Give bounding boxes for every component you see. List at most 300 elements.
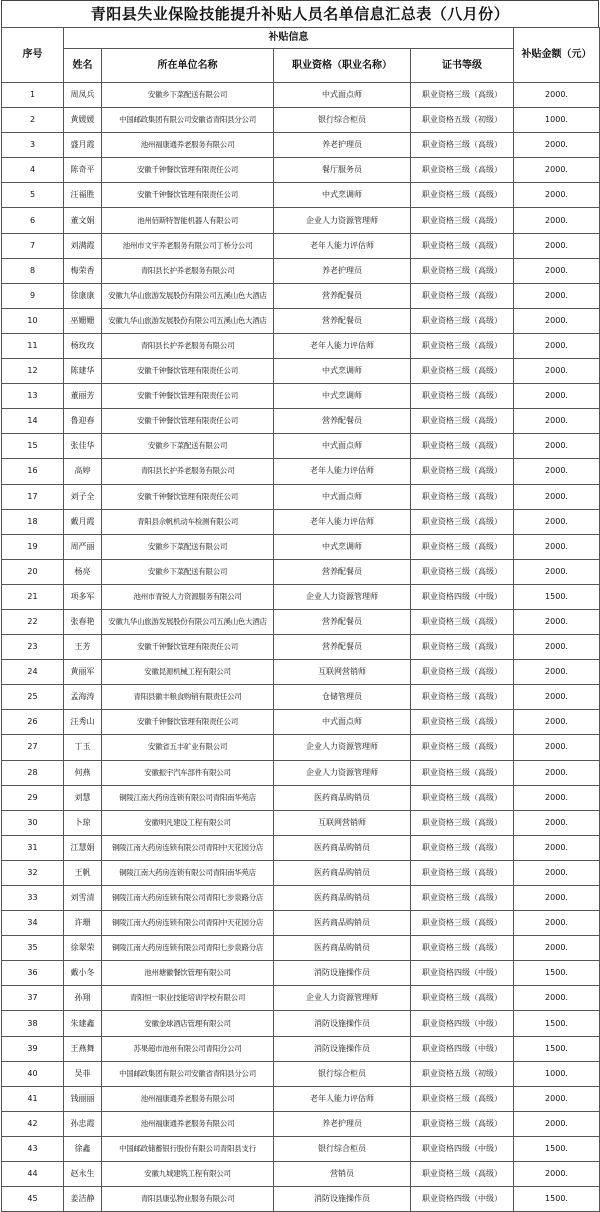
table-row (2, 409, 600, 434)
cell-amount: 2000. (514, 183, 600, 208)
cell-unit: 安徽金球酒店管理有限公司 (102, 1011, 274, 1036)
cell-qualification: 中式烹调师 (274, 534, 411, 559)
cell-cert-level: 职业资格三级（高级） (411, 133, 514, 158)
cell-amount: 2000. (514, 83, 600, 108)
cell-seq: 5 (2, 183, 64, 208)
table-row (2, 609, 600, 634)
cell-qualification: 营养配餐员 (274, 283, 411, 308)
cell-cert-level: 职业资格三级（高级） (411, 835, 514, 860)
table-row (2, 108, 600, 133)
cell-amount: 2000. (514, 484, 600, 509)
table-row (2, 584, 600, 609)
cell-unit: 青阳县长护养老服务有限公司 (102, 258, 274, 283)
cell-unit: 池州福康通养老服务有限公司 (102, 1111, 274, 1136)
table-row (2, 810, 600, 835)
cell-cert-level: 职业资格三级（高级） (411, 911, 514, 936)
cell-name: 王芳 (64, 635, 102, 660)
cell-name: 刘满霞 (64, 233, 102, 258)
table-row (2, 308, 600, 333)
cell-cert-level: 职业资格三级（高级） (411, 158, 514, 183)
cell-cert-level: 职业资格三级（高级） (411, 810, 514, 835)
cell-seq: 27 (2, 735, 64, 760)
table-row (2, 459, 600, 484)
table-row (2, 509, 600, 534)
table-row (2, 283, 600, 308)
cell-qualification: 仓储管理员 (274, 685, 411, 710)
cell-amount: 2000. (514, 685, 600, 710)
cell-seq: 37 (2, 986, 64, 1011)
cell-cert-level: 职业资格三级（高级） (411, 283, 514, 308)
cell-cert-level: 职业资格三级（高级） (411, 384, 514, 409)
cell-cert-level: 职业资格三级（高级） (411, 886, 514, 911)
cell-qualification: 银行综合柜员 (274, 1061, 411, 1086)
cell-seq: 45 (2, 1187, 64, 1212)
cell-seq: 44 (2, 1162, 64, 1187)
cell-unit: 池州佰斯特智能机器人有限公司 (102, 208, 274, 233)
cell-seq: 42 (2, 1111, 64, 1136)
cell-unit: 安徽千钟餐饮管理有限责任公司 (102, 158, 274, 183)
cell-qualification: 养老护理员 (274, 258, 411, 283)
cell-cert-level: 职业资格三级（高级） (411, 986, 514, 1011)
table-row (2, 434, 600, 459)
cell-qualification: 中式烹调师 (274, 359, 411, 384)
cell-qualification: 医药商品购销员 (274, 936, 411, 961)
cell-qualification: 老年人能力评估师 (274, 233, 411, 258)
cell-name: 何燕 (64, 760, 102, 785)
cell-amount: 2000. (514, 509, 600, 534)
cell-amount: 1500. (514, 961, 600, 986)
cell-cert-level: 职业资格三级（高级） (411, 534, 514, 559)
cell-cert-level: 职业资格三级（高级） (411, 208, 514, 233)
cell-qualification: 营养配餐员 (274, 635, 411, 660)
cell-cert-level: 职业资格三级（高级） (411, 1086, 514, 1111)
cell-cert-level: 职业资格三级（高级） (411, 333, 514, 358)
cell-unit: 青阳县佘帆机动车检测有限公司 (102, 509, 274, 534)
cell-qualification: 企业人力资源管理师 (274, 735, 411, 760)
cell-amount: 2000. (514, 936, 600, 961)
cell-unit: 铜陵江南大药房连锁有限公司青阳七步泉路分店 (102, 936, 274, 961)
cell-name: 徐鑫 (64, 1136, 102, 1161)
cell-unit: 安徽千钟餐饮管理有限责任公司 (102, 484, 274, 509)
cell-unit: 安徽九华山旅游发展股份有限公司五溪山色大酒店 (102, 609, 274, 634)
cell-amount: 2000. (514, 409, 600, 434)
cell-seq: 16 (2, 459, 64, 484)
cell-cert-level: 职业资格三级（高级） (411, 434, 514, 459)
cell-seq: 29 (2, 785, 64, 810)
cell-qualification: 中式烹调师 (274, 384, 411, 409)
cell-amount: 2000. (514, 635, 600, 660)
cell-amount: 2000. (514, 283, 600, 308)
cell-cert-level: 职业资格三级（高级） (411, 308, 514, 333)
subsidy-sheet (1, 0, 599, 1212)
cell-name: 董文娟 (64, 208, 102, 233)
cell-qualification: 医药商品购销员 (274, 911, 411, 936)
table-row (2, 1011, 600, 1036)
cell-cert-level: 职业资格三级（高级） (411, 258, 514, 283)
cell-amount: 2000. (514, 384, 600, 409)
table-row (2, 1061, 600, 1086)
cell-amount: 2000. (514, 1086, 600, 1111)
cell-name: 戴小冬 (64, 961, 102, 986)
cell-seq: 28 (2, 760, 64, 785)
header-qualification: 职业资格（职业名称） (274, 49, 411, 83)
table-row (2, 685, 600, 710)
table-row (2, 133, 600, 158)
cell-unit: 中国邮政集团有限公司安徽省青阳县分公司 (102, 1061, 274, 1086)
cell-seq: 32 (2, 860, 64, 885)
header-cert-level: 证书等级 (411, 49, 514, 83)
cell-qualification: 中式面点师 (274, 434, 411, 459)
cell-qualification: 医药商品购销员 (274, 835, 411, 860)
cell-amount: 2000. (514, 208, 600, 233)
cell-amount: 1500. (514, 584, 600, 609)
cell-amount: 1500. (514, 1187, 600, 1212)
cell-seq: 12 (2, 359, 64, 384)
cell-qualification: 老年人能力评估师 (274, 333, 411, 358)
cell-seq: 39 (2, 1036, 64, 1061)
cell-qualification: 营养配餐员 (274, 559, 411, 584)
cell-name: 高婷 (64, 459, 102, 484)
cell-unit: 安徽乡下菜配送有限公司 (102, 434, 274, 459)
cell-unit: 安徽千钟餐饮管理有限责任公司 (102, 183, 274, 208)
cell-name: 周凤兵 (64, 83, 102, 108)
cell-qualification: 企业人力资源管理师 (274, 208, 411, 233)
cell-name: 孙翔 (64, 986, 102, 1011)
table-row (2, 83, 600, 108)
cell-qualification: 银行综合柜员 (274, 1136, 411, 1161)
cell-unit: 安徽省五丰矿业有限公司 (102, 735, 274, 760)
cell-name: 王帆 (64, 860, 102, 885)
cell-name: 丁玉 (64, 735, 102, 760)
cell-name: 陈建华 (64, 359, 102, 384)
cell-amount: 2000. (514, 785, 600, 810)
table-row (2, 760, 600, 785)
table-row (2, 1036, 600, 1061)
cell-seq: 17 (2, 484, 64, 509)
cell-unit: 青阳恒一职业技能培训学校有限公司 (102, 986, 274, 1011)
cell-cert-level: 职业资格三级（高级） (411, 484, 514, 509)
cell-seq: 30 (2, 810, 64, 835)
cell-amount: 2000. (514, 158, 600, 183)
cell-qualification: 中式面点师 (274, 710, 411, 735)
cell-amount: 2000. (514, 710, 600, 735)
cell-unit: 安徽千钟餐饮管理有限责任公司 (102, 710, 274, 735)
cell-name: 徐翠荣 (64, 936, 102, 961)
cell-cert-level: 职业资格四级（中级） (411, 1036, 514, 1061)
cell-unit: 铜陵江南大药房连锁有限公司青阳南华苑店 (102, 860, 274, 885)
header-seq: 序号 (2, 28, 64, 83)
cell-seq: 1 (2, 83, 64, 108)
cell-cert-level: 职业资格三级（高级） (411, 459, 514, 484)
table-row (2, 1111, 600, 1136)
cell-cert-level: 职业资格三级（高级） (411, 685, 514, 710)
cell-amount: 2000. (514, 860, 600, 885)
cell-cert-level: 职业资格四级（中级） (411, 1136, 514, 1161)
cell-seq: 11 (2, 333, 64, 358)
cell-cert-level: 职业资格四级（中级） (411, 1011, 514, 1036)
cell-amount: 2000. (514, 534, 600, 559)
cell-name: 陈奇平 (64, 158, 102, 183)
cell-cert-level: 职业资格三级（高级） (411, 710, 514, 735)
cell-cert-level: 职业资格四级（中级） (411, 1187, 514, 1212)
cell-name: 鲁迎春 (64, 409, 102, 434)
cell-unit: 苏果超市池州有限公司青阳分公司 (102, 1036, 274, 1061)
cell-unit: 铜陵江南大药房连锁有限公司青阳中天花园分店 (102, 911, 274, 936)
cell-seq: 24 (2, 660, 64, 685)
table-row (2, 860, 600, 885)
cell-amount: 2000. (514, 986, 600, 1011)
cell-seq: 2 (2, 108, 64, 133)
cell-cert-level: 职业资格四级（中级） (411, 584, 514, 609)
cell-cert-level: 职业资格三级（高级） (411, 233, 514, 258)
cell-qualification: 老年人能力评估师 (274, 459, 411, 484)
cell-qualification: 养老护理员 (274, 1111, 411, 1136)
header-amount: 补贴金额（元） (514, 28, 600, 83)
cell-unit: 安徽乡下菜配送有限公司 (102, 534, 274, 559)
cell-unit: 铜陵江南大药房连锁有限公司青阳中天花园分店 (102, 835, 274, 860)
cell-amount: 2000. (514, 459, 600, 484)
cell-qualification: 中式面点师 (274, 484, 411, 509)
header-name: 姓名 (64, 49, 102, 83)
cell-name: 黄丽军 (64, 660, 102, 685)
cell-seq: 4 (2, 158, 64, 183)
cell-qualification: 老年人能力评估师 (274, 1086, 411, 1111)
cell-qualification: 餐厅服务员 (274, 158, 411, 183)
cell-unit: 池州市青锐人力资源服务有限公司 (102, 584, 274, 609)
table-row (2, 484, 600, 509)
table-row (2, 911, 600, 936)
cell-unit: 中国邮政集团有限公司安徽省青阳县分公司 (102, 108, 274, 133)
table-row (2, 660, 600, 685)
cell-name: 江慧娟 (64, 835, 102, 860)
table-row (2, 208, 600, 233)
cell-unit: 安徽昆源机械工程有限公司 (102, 660, 274, 685)
cell-name: 赵永生 (64, 1162, 102, 1187)
cell-name: 刘子全 (64, 484, 102, 509)
cell-qualification: 消防设施操作员 (274, 1187, 411, 1212)
cell-unit: 青阳县长护养老服务有限公司 (102, 459, 274, 484)
cell-unit: 安徽乡下菜配送有限公司 (102, 83, 274, 108)
cell-name: 杨玫玫 (64, 333, 102, 358)
cell-seq: 15 (2, 434, 64, 459)
cell-unit: 池州福康通养老服务有限公司 (102, 133, 274, 158)
cell-qualification: 医药商品购销员 (274, 785, 411, 810)
cell-amount: 1000. (514, 1061, 600, 1086)
cell-amount: 2000. (514, 911, 600, 936)
cell-cert-level: 职业资格五级（初级） (411, 108, 514, 133)
cell-amount: 2000. (514, 835, 600, 860)
cell-qualification: 企业人力资源管理师 (274, 986, 411, 1011)
cell-name: 周严丽 (64, 534, 102, 559)
cell-unit: 青阳县徽丰粮食购销有限责任公司 (102, 685, 274, 710)
cell-name: 吴菲 (64, 1061, 102, 1086)
cell-cert-level: 职业资格三级（高级） (411, 183, 514, 208)
cell-seq: 14 (2, 409, 64, 434)
cell-qualification: 消防设施操作员 (274, 1036, 411, 1061)
cell-amount: 2000. (514, 559, 600, 584)
cell-amount: 1500. (514, 1036, 600, 1061)
cell-unit: 安徽九华山旅游发展股份有限公司五溪山色大酒店 (102, 283, 274, 308)
cell-unit: 池州塘徽餐饮管理有限公司 (102, 961, 274, 986)
cell-seq: 7 (2, 233, 64, 258)
cell-amount: 2000. (514, 308, 600, 333)
cell-name: 黄媛媛 (64, 108, 102, 133)
cell-name: 张春艳 (64, 609, 102, 634)
table-row (2, 961, 600, 986)
cell-name: 孙忠霞 (64, 1111, 102, 1136)
cell-seq: 13 (2, 384, 64, 409)
cell-unit: 安徽千钟餐饮管理有限责任公司 (102, 635, 274, 660)
table-row (2, 1187, 600, 1212)
cell-name: 盛月霞 (64, 133, 102, 158)
cell-unit: 青阳县长护养老服务有限公司 (102, 333, 274, 358)
cell-seq: 43 (2, 1136, 64, 1161)
table-row (2, 1086, 600, 1111)
table-row (2, 333, 600, 358)
cell-seq: 34 (2, 911, 64, 936)
sheet-title: 青阳县失业保险技能提升补贴人员名单信息汇总表（八月份） (1, 0, 599, 27)
cell-unit: 青阳县康弘物业服务有限公司 (102, 1187, 274, 1212)
cell-qualification: 营养配餐员 (274, 609, 411, 634)
cell-amount: 2000. (514, 609, 600, 634)
table-row (2, 384, 600, 409)
cell-qualification: 老年人能力评估师 (274, 509, 411, 534)
cell-name: 梅荣香 (64, 258, 102, 283)
cell-qualification: 营养配餐员 (274, 409, 411, 434)
cell-unit: 中国邮政储蓄银行股份有限公司青阳县支行 (102, 1136, 274, 1161)
cell-cert-level: 职业资格三级（高级） (411, 785, 514, 810)
cell-qualification: 医药商品购销员 (274, 860, 411, 885)
cell-name: 姜洁静 (64, 1187, 102, 1212)
cell-name: 朱建鑫 (64, 1011, 102, 1036)
cell-cert-level: 职业资格三级（高级） (411, 83, 514, 108)
cell-amount: 2000. (514, 735, 600, 760)
cell-name: 张佳华 (64, 434, 102, 459)
cell-unit: 铜陵江南大药房连锁有限公司青阳七步泉路分店 (102, 886, 274, 911)
cell-amount: 2000. (514, 434, 600, 459)
cell-amount: 2000. (514, 1111, 600, 1136)
cell-unit: 安徽明凡建设工程有限公司 (102, 810, 274, 835)
cell-name: 汪福胜 (64, 183, 102, 208)
cell-name: 汪秀山 (64, 710, 102, 735)
cell-cert-level: 职业资格三级（高级） (411, 735, 514, 760)
cell-seq: 38 (2, 1011, 64, 1036)
cell-seq: 31 (2, 835, 64, 860)
cell-cert-level: 职业资格三级（高级） (411, 635, 514, 660)
table-row (2, 1162, 600, 1187)
table-row (2, 735, 600, 760)
cell-amount: 2000. (514, 660, 600, 685)
cell-cert-level: 职业资格三级（高级） (411, 1111, 514, 1136)
cell-qualification: 银行综合柜员 (274, 108, 411, 133)
cell-seq: 33 (2, 886, 64, 911)
header-subsidy-info: 补贴信息 (64, 28, 514, 49)
table-row (2, 258, 600, 283)
cell-unit: 安徽振宇汽车部件有限公司 (102, 760, 274, 785)
cell-name: 徐康康 (64, 283, 102, 308)
cell-amount: 1000. (514, 108, 600, 133)
cell-seq: 9 (2, 283, 64, 308)
cell-unit: 安徽九华山旅游发展股份有限公司五溪山色大酒店 (102, 308, 274, 333)
cell-cert-level: 职业资格三级（高级） (411, 860, 514, 885)
cell-seq: 22 (2, 609, 64, 634)
cell-amount: 2000. (514, 133, 600, 158)
cell-name: 孟海涛 (64, 685, 102, 710)
cell-unit: 安徽千钟餐饮管理有限责任公司 (102, 359, 274, 384)
cell-cert-level: 职业资格三级（高级） (411, 359, 514, 384)
cell-unit: 安徽乡下菜配送有限公司 (102, 559, 274, 584)
table-row (2, 635, 600, 660)
cell-name: 卜琼 (64, 810, 102, 835)
cell-qualification: 营养配餐员 (274, 308, 411, 333)
header-unit: 所在单位名称 (102, 49, 274, 83)
cell-unit: 池州福康通养老服务有限公司 (102, 1086, 274, 1111)
cell-qualification: 企业人力资源管理师 (274, 760, 411, 785)
cell-name: 项多军 (64, 584, 102, 609)
cell-unit: 安徽千钟餐饮管理有限责任公司 (102, 384, 274, 409)
table-row (2, 158, 600, 183)
table-body (2, 83, 600, 1212)
cell-amount: 2000. (514, 333, 600, 358)
cell-name: 王燕舞 (64, 1036, 102, 1061)
cell-seq: 36 (2, 961, 64, 986)
cell-qualification: 养老护理员 (274, 133, 411, 158)
table-row (2, 233, 600, 258)
table-row (2, 710, 600, 735)
cell-name: 刘慧 (64, 785, 102, 810)
cell-amount: 1500. (514, 1011, 600, 1036)
cell-seq: 8 (2, 258, 64, 283)
cell-cert-level: 职业资格三级（高级） (411, 559, 514, 584)
table-row (2, 559, 600, 584)
cell-seq: 35 (2, 936, 64, 961)
cell-cert-level: 职业资格三级（高级） (411, 936, 514, 961)
subsidy-table (1, 27, 600, 1212)
cell-name: 巫姗姗 (64, 308, 102, 333)
cell-seq: 3 (2, 133, 64, 158)
cell-qualification: 中式面点师 (274, 83, 411, 108)
cell-seq: 23 (2, 635, 64, 660)
cell-qualification: 互联网营销师 (274, 660, 411, 685)
cell-name: 董丽芳 (64, 384, 102, 409)
cell-cert-level: 职业资格三级（高级） (411, 1162, 514, 1187)
table-row (2, 183, 600, 208)
cell-qualification: 消防设施操作员 (274, 961, 411, 986)
table-row (2, 534, 600, 559)
cell-seq: 20 (2, 559, 64, 584)
cell-name: 杨亮 (64, 559, 102, 584)
cell-seq: 26 (2, 710, 64, 735)
cell-unit: 安徽九城建筑工程有限公司 (102, 1162, 274, 1187)
cell-cert-level: 职业资格四级（中级） (411, 961, 514, 986)
cell-seq: 40 (2, 1061, 64, 1086)
cell-name: 许珊 (64, 911, 102, 936)
cell-qualification: 中式烹调师 (274, 183, 411, 208)
cell-cert-level: 职业资格三级（高级） (411, 660, 514, 685)
cell-qualification: 企业人力资源管理师 (274, 584, 411, 609)
cell-amount: 2000. (514, 1162, 600, 1187)
table-row (2, 359, 600, 384)
cell-seq: 10 (2, 308, 64, 333)
cell-unit: 池州市文宇养老服务有限公司丁桥分公司 (102, 233, 274, 258)
cell-name: 刘雪清 (64, 886, 102, 911)
cell-amount: 2000. (514, 359, 600, 384)
cell-amount: 2000. (514, 760, 600, 785)
cell-name: 钱丽丽 (64, 1086, 102, 1111)
cell-amount: 2000. (514, 258, 600, 283)
cell-amount: 2000. (514, 886, 600, 911)
table-row (2, 986, 600, 1011)
